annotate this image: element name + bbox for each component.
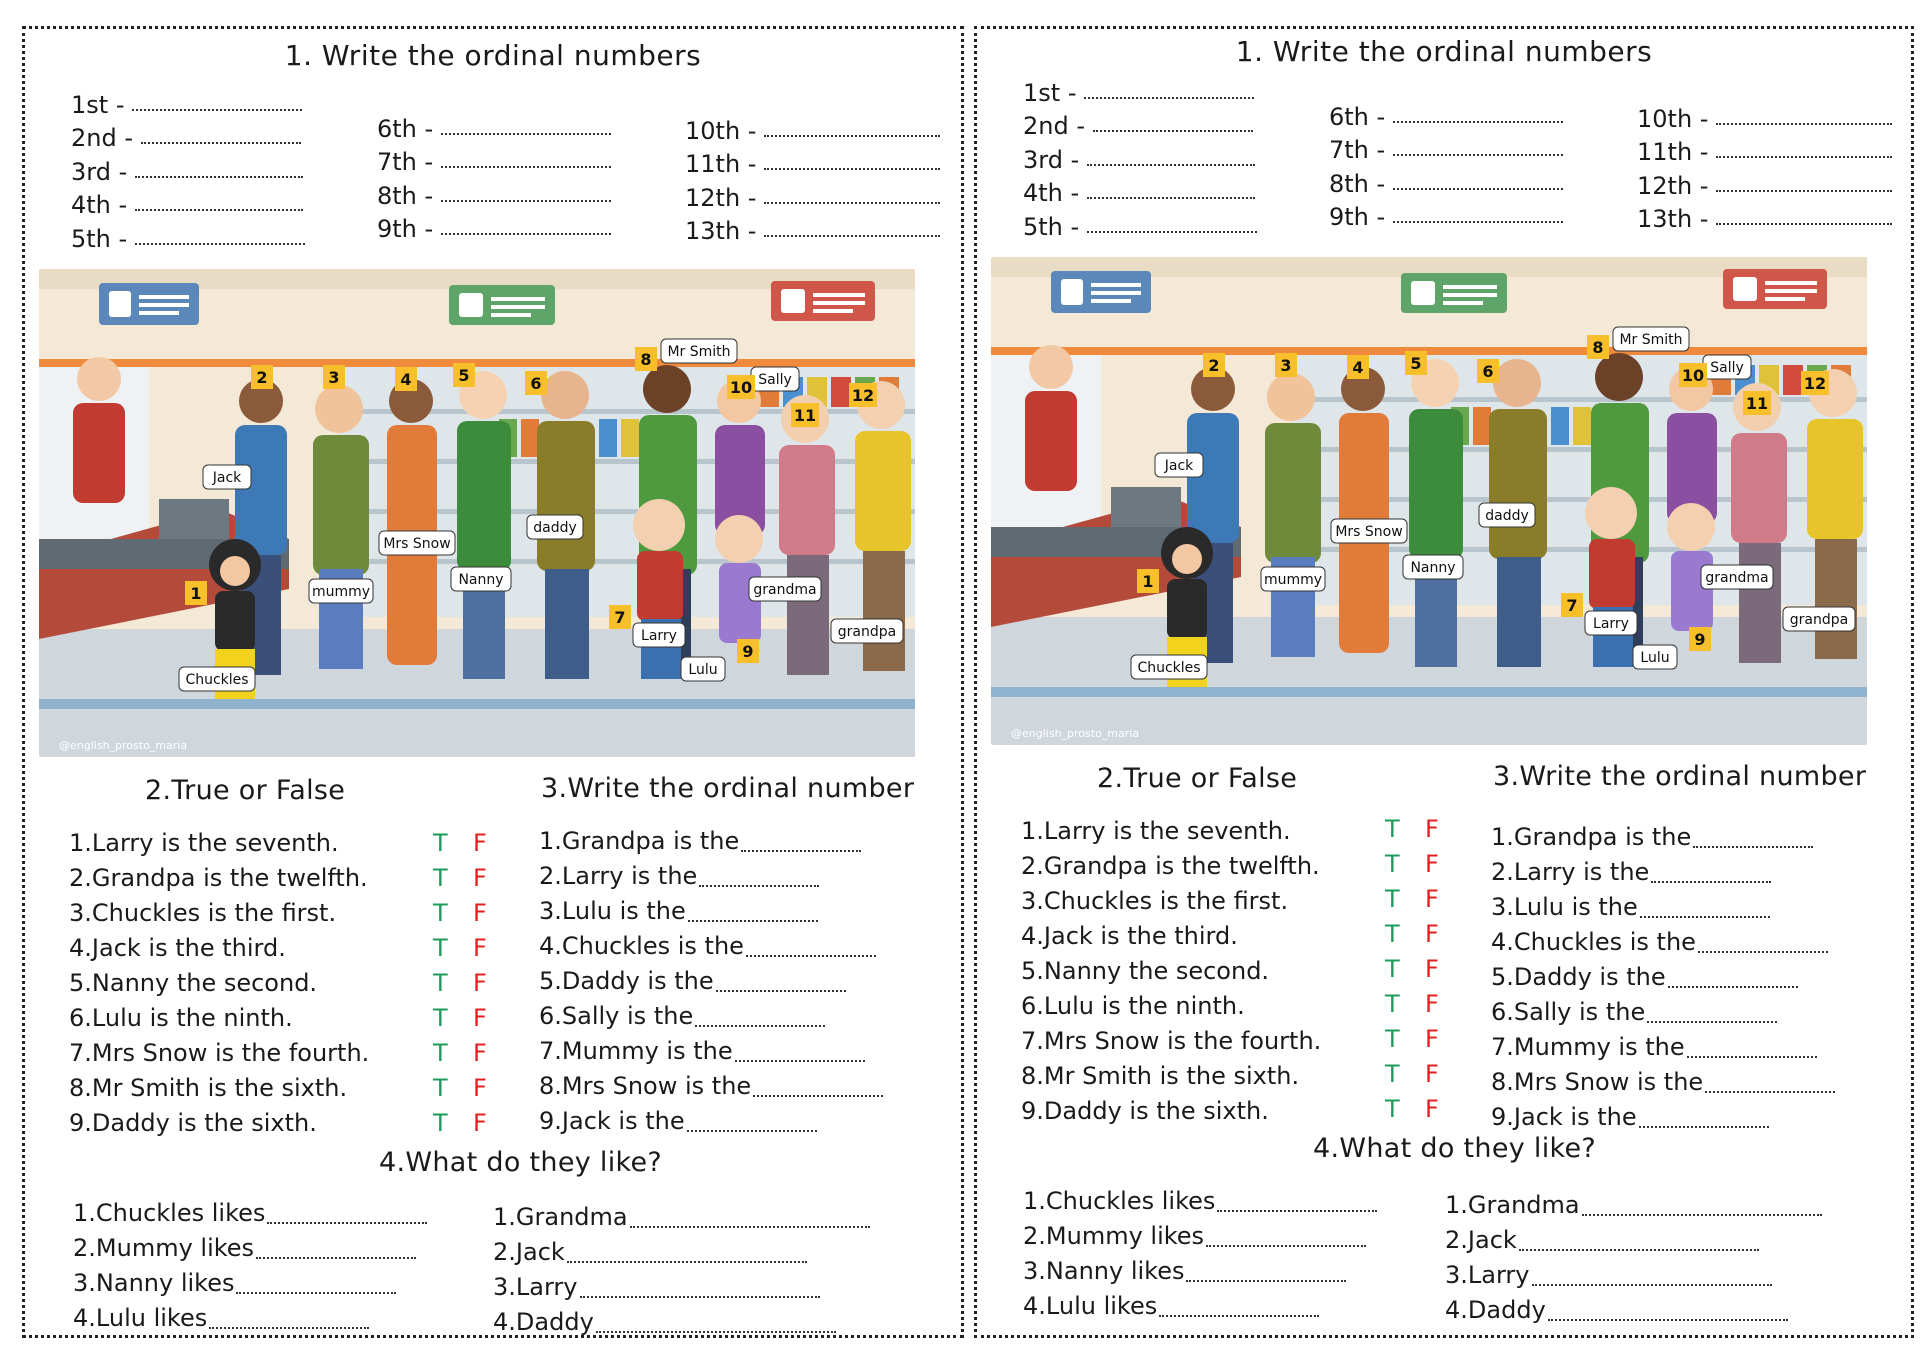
- name-tag: [1131, 655, 1207, 679]
- svg-text:grandma: grandma: [753, 582, 817, 598]
- true-option[interactable]: T: [1385, 849, 1400, 878]
- number-badge: [1137, 569, 1159, 593]
- ordinal-column-1: [1023, 73, 1257, 241]
- list-item[interactable]: 7. Mummy is the: [539, 1033, 883, 1068]
- true-false-title: 2.True or False: [145, 775, 346, 806]
- list-item[interactable]: 7. Mummy is the: [1491, 1029, 1835, 1064]
- ordinal-row[interactable]: 6th -: [377, 109, 611, 143]
- likes-list-left: [73, 1195, 427, 1335]
- list-item: 6. Lulu is the ninth.: [69, 1003, 293, 1032]
- name-tag: [309, 579, 373, 603]
- false-option[interactable]: F: [1425, 849, 1439, 878]
- list-item[interactable]: 6. Sally is the: [1491, 994, 1835, 1029]
- ordinal-column-2: [1329, 97, 1563, 231]
- false-option[interactable]: F: [473, 933, 487, 962]
- svg-text:6: 6: [530, 374, 542, 393]
- svg-text:3: 3: [1280, 356, 1292, 375]
- ordinal-column-3: [685, 111, 940, 245]
- svg-text:Mrs Snow: Mrs Snow: [1335, 524, 1403, 540]
- write-ordinal-title: 3.Write the ordinal number: [541, 773, 915, 804]
- name-tag: [1331, 519, 1407, 543]
- name-tag: [1261, 567, 1325, 591]
- list-item[interactable]: 3. Lulu is the: [1491, 889, 1835, 924]
- ordinal-title: 1. Write the ordinal numbers: [1235, 35, 1653, 68]
- list-item[interactable]: 1. Grandpa is the: [1491, 819, 1835, 854]
- number-badge: [737, 639, 759, 663]
- ordinal-row[interactable]: 8th -: [377, 176, 611, 210]
- true-option[interactable]: T: [1385, 989, 1400, 1018]
- svg-text:8: 8: [640, 350, 652, 369]
- svg-text:grandma: grandma: [1705, 570, 1769, 586]
- svg-text:mummy: mummy: [1263, 572, 1323, 588]
- svg-text:11: 11: [1745, 394, 1769, 413]
- false-option[interactable]: F: [473, 1003, 487, 1032]
- list-item[interactable]: 5. Daddy is the: [1491, 959, 1835, 994]
- list-item: 8. Mr Smith is the sixth.: [1021, 1061, 1300, 1090]
- svg-text:Sally: Sally: [1710, 360, 1744, 376]
- number-badge: [635, 347, 657, 371]
- true-option[interactable]: T: [1385, 954, 1400, 983]
- name-tag: [749, 577, 821, 601]
- true-option[interactable]: T: [1385, 884, 1400, 913]
- true-option[interactable]: T: [1385, 1059, 1400, 1088]
- number-badge: [1689, 627, 1711, 651]
- ordinal-row[interactable]: 2nd -: [1023, 107, 1257, 141]
- number-badge: [791, 403, 819, 427]
- list-item: 5. Nanny the second.: [69, 968, 318, 997]
- svg-text:Larry: Larry: [641, 628, 677, 644]
- list-item: 8. Mr Smith is the sixth.: [69, 1073, 348, 1102]
- false-option[interactable]: F: [1425, 1024, 1439, 1053]
- supermarket-illustration: [991, 257, 1867, 745]
- ordinal-row[interactable]: 10th -: [685, 111, 940, 145]
- list-item[interactable]: 2. Jack: [493, 1234, 870, 1269]
- worksheet-right: [974, 26, 1914, 1338]
- svg-text:7: 7: [614, 608, 626, 627]
- list-item: 1. Larry is the seventh.: [1021, 816, 1291, 845]
- false-option[interactable]: F: [473, 898, 487, 927]
- worksheet-left: [22, 26, 964, 1338]
- true-option[interactable]: T: [433, 1073, 448, 1102]
- list-item[interactable]: 3. Nanny likes: [1023, 1253, 1377, 1288]
- false-option[interactable]: F: [473, 1038, 487, 1067]
- number-badge: [1347, 355, 1369, 379]
- svg-text:daddy: daddy: [1485, 508, 1529, 524]
- true-false-list: [1021, 813, 1321, 1128]
- true-option[interactable]: T: [1385, 919, 1400, 948]
- ordinal-row[interactable]: 13th -: [1637, 200, 1892, 234]
- list-item[interactable]: 6. Sally is the: [539, 998, 883, 1033]
- false-option[interactable]: F: [1425, 814, 1439, 843]
- list-item: 2. Grandpa is the twelfth.: [1021, 851, 1320, 880]
- svg-text:2: 2: [256, 368, 268, 387]
- number-badge: [395, 367, 417, 391]
- true-option[interactable]: T: [433, 863, 448, 892]
- ordinal-row[interactable]: 7th -: [377, 143, 611, 177]
- likes-title: 4.What do they like?: [379, 1147, 663, 1178]
- ordinal-row[interactable]: 5th -: [71, 219, 305, 253]
- svg-text:grandpa: grandpa: [1789, 612, 1849, 628]
- list-item: 4. Jack is the third.: [69, 933, 286, 962]
- supermarket-scene: [39, 269, 915, 757]
- svg-text:1: 1: [190, 584, 202, 603]
- list-item: 4. Jack is the third.: [1021, 921, 1238, 950]
- true-false-list: [69, 825, 369, 1140]
- supermarket-scene: [991, 257, 1867, 745]
- list-item: 5. Nanny the second.: [1021, 956, 1270, 985]
- number-badge: [1561, 593, 1583, 617]
- true-false-title: 2.True or False: [1097, 763, 1298, 794]
- false-option[interactable]: F: [1425, 919, 1439, 948]
- number-badge: [453, 363, 475, 387]
- svg-text:4: 4: [400, 370, 412, 389]
- name-tag: [1783, 607, 1855, 631]
- svg-text:11: 11: [793, 406, 817, 425]
- true-option[interactable]: T: [433, 968, 448, 997]
- svg-text:10: 10: [729, 378, 753, 397]
- list-item[interactable]: 1. Chuckles likes: [1023, 1183, 1377, 1218]
- ordinal-row[interactable]: 10th -: [1637, 99, 1892, 133]
- list-item[interactable]: 2. Mummy likes: [1023, 1218, 1377, 1253]
- svg-text:12: 12: [851, 386, 875, 405]
- list-item: 6. Lulu is the ninth.: [1021, 991, 1245, 1020]
- ordinal-row[interactable]: 12th -: [1637, 166, 1892, 200]
- svg-text:Larry: Larry: [1593, 616, 1629, 632]
- svg-text:Nanny: Nanny: [1410, 560, 1456, 576]
- svg-text:Nanny: Nanny: [458, 572, 504, 588]
- name-tag: [1701, 565, 1773, 589]
- svg-text:5: 5: [1410, 354, 1422, 373]
- number-badge: [727, 375, 755, 399]
- name-tag: [633, 623, 685, 647]
- list-item: 7. Mrs Snow is the fourth.: [1021, 1026, 1322, 1055]
- ordinal-row[interactable]: 4th -: [1023, 174, 1257, 208]
- svg-text:2: 2: [1208, 356, 1220, 375]
- true-option[interactable]: T: [433, 898, 448, 927]
- svg-text:Lulu: Lulu: [1640, 650, 1670, 666]
- name-tag: [661, 339, 737, 363]
- svg-text:mummy: mummy: [311, 584, 371, 600]
- list-item[interactable]: 2. Larry is the: [539, 858, 883, 893]
- hanging-sign-green: [1401, 273, 1507, 313]
- ordinal-row[interactable]: 13th -: [685, 212, 940, 246]
- number-badge: [185, 581, 207, 605]
- number-badge: [1203, 353, 1225, 377]
- svg-text:3: 3: [328, 368, 340, 387]
- number-badge: [1679, 363, 1707, 387]
- hanging-sign-red: [1723, 269, 1827, 309]
- ordinal-row[interactable]: 5th -: [1023, 207, 1257, 241]
- list-item: 3. Chuckles is the first.: [69, 898, 337, 927]
- list-item: 2. Grandpa is the twelfth.: [69, 863, 368, 892]
- name-tag: [1155, 453, 1203, 477]
- likes-list-right: [493, 1199, 870, 1339]
- svg-text:6: 6: [1482, 362, 1494, 381]
- false-option[interactable]: F: [473, 1108, 487, 1137]
- true-option[interactable]: T: [1385, 814, 1400, 843]
- ordinal-title: 1. Write the ordinal numbers: [284, 39, 702, 72]
- likes-list-left: [1023, 1183, 1377, 1323]
- number-badge: [1743, 391, 1771, 415]
- false-option[interactable]: F: [1425, 1094, 1439, 1123]
- list-item[interactable]: 3. Nanny likes: [73, 1265, 427, 1300]
- name-tag: [179, 667, 255, 691]
- list-item[interactable]: 3. Larry: [1445, 1257, 1822, 1292]
- supermarket-illustration: [39, 269, 915, 757]
- svg-text:5: 5: [458, 366, 470, 385]
- list-item[interactable]: 2. Jack: [1445, 1222, 1822, 1257]
- list-item[interactable]: 4. Lulu likes: [1023, 1288, 1377, 1323]
- ordinal-column-3: [1637, 99, 1892, 233]
- name-tag: [1703, 355, 1751, 379]
- list-item[interactable]: 1. Chuckles likes: [73, 1195, 427, 1230]
- ordinal-row[interactable]: 3rd -: [71, 152, 305, 186]
- false-option[interactable]: F: [1425, 989, 1439, 1018]
- name-tag: [831, 619, 903, 643]
- ordinal-column-1: [71, 85, 305, 253]
- svg-text:Mr Smith: Mr Smith: [1619, 332, 1683, 348]
- list-item[interactable]: 4. Daddy: [1445, 1292, 1822, 1327]
- false-option[interactable]: F: [1425, 884, 1439, 913]
- svg-text:Jack: Jack: [212, 470, 242, 486]
- number-badge: [1477, 359, 1499, 383]
- true-option[interactable]: T: [433, 933, 448, 962]
- ordinal-row[interactable]: 3rd -: [1023, 140, 1257, 174]
- ordinal-row[interactable]: 9th -: [1329, 198, 1563, 232]
- svg-text:Mr Smith: Mr Smith: [667, 344, 731, 360]
- name-tag: [1633, 645, 1677, 669]
- name-tag: [751, 367, 799, 391]
- ordinal-row[interactable]: 11th -: [1637, 133, 1892, 167]
- ordinal-row[interactable]: 1st -: [1023, 73, 1257, 107]
- name-tag: [203, 465, 251, 489]
- number-badge: [1275, 353, 1297, 377]
- ordinal-row[interactable]: 2nd -: [71, 119, 305, 153]
- ordinal-column-2: [377, 109, 611, 243]
- ordinal-row[interactable]: 11th -: [685, 145, 940, 179]
- list-item[interactable]: 4. Chuckles is the: [539, 928, 883, 963]
- hanging-sign-red: [771, 281, 875, 321]
- true-option[interactable]: T: [433, 1003, 448, 1032]
- likes-list-right: [1445, 1187, 1822, 1327]
- list-item: 3. Chuckles is the first.: [1021, 886, 1289, 915]
- ordinal-row[interactable]: 7th -: [1329, 131, 1563, 165]
- svg-text:4: 4: [1352, 358, 1364, 377]
- ordinal-row[interactable]: 9th -: [377, 210, 611, 244]
- svg-text:12: 12: [1803, 374, 1827, 393]
- svg-text:8: 8: [1592, 338, 1604, 357]
- list-item[interactable]: 3. Lulu is the: [539, 893, 883, 928]
- svg-text:10: 10: [1681, 366, 1705, 385]
- number-badge: [525, 371, 547, 395]
- true-option[interactable]: T: [433, 828, 448, 857]
- true-option[interactable]: T: [1385, 1094, 1400, 1123]
- name-tag: [527, 515, 583, 539]
- list-item[interactable]: 4. Chuckles is the: [1491, 924, 1835, 959]
- ordinal-row[interactable]: 12th -: [685, 178, 940, 212]
- list-item[interactable]: 1. Grandma: [1445, 1187, 1822, 1222]
- name-tag: [1585, 611, 1637, 635]
- ordinal-row[interactable]: 1st -: [71, 85, 305, 119]
- name-tag: [1479, 503, 1535, 527]
- watermark: @english_prosto_maria: [1011, 727, 1140, 740]
- list-item: 1. Larry is the seventh.: [69, 828, 339, 857]
- list-item[interactable]: 1. Grandpa is the: [539, 823, 883, 858]
- ordinal-row[interactable]: 8th -: [1329, 164, 1563, 198]
- true-option[interactable]: T: [1385, 1024, 1400, 1053]
- false-option[interactable]: F: [473, 863, 487, 892]
- list-item: 9. Daddy is the sixth.: [69, 1108, 317, 1137]
- svg-text:9: 9: [742, 642, 754, 661]
- hanging-sign-blue: [99, 283, 199, 325]
- list-item[interactable]: 8. Mrs Snow is the: [1491, 1064, 1835, 1099]
- list-item[interactable]: 1. Grandma: [493, 1199, 870, 1234]
- name-tag: [379, 531, 455, 555]
- write-ordinal-title: 3.Write the ordinal number: [1493, 761, 1867, 792]
- true-option[interactable]: T: [433, 1038, 448, 1067]
- list-item[interactable]: 2. Mummy likes: [73, 1230, 427, 1265]
- list-item[interactable]: 9. Jack is the: [539, 1103, 883, 1138]
- svg-text:grandpa: grandpa: [837, 624, 897, 640]
- write-ordinal-list: [539, 823, 883, 1138]
- list-item: 7. Mrs Snow is the fourth.: [69, 1038, 370, 1067]
- watermark: @english_prosto_maria: [59, 739, 188, 752]
- svg-text:Chuckles: Chuckles: [185, 672, 249, 688]
- svg-text:Jack: Jack: [1164, 458, 1194, 474]
- svg-text:Lulu: Lulu: [688, 662, 718, 678]
- number-badge: [1405, 351, 1427, 375]
- number-badge: [1587, 335, 1609, 359]
- number-badge: [1801, 371, 1829, 395]
- list-item[interactable]: 5. Daddy is the: [539, 963, 883, 998]
- true-false-options: [433, 825, 487, 1140]
- number-badge: [849, 383, 877, 407]
- name-tag: [1613, 327, 1689, 351]
- name-tag: [1403, 555, 1463, 579]
- hanging-sign-blue: [1051, 271, 1151, 313]
- number-badge: [323, 365, 345, 389]
- list-item[interactable]: 4. Daddy: [493, 1304, 870, 1339]
- false-option[interactable]: F: [473, 828, 487, 857]
- list-item[interactable]: 2. Larry is the: [1491, 854, 1835, 889]
- likes-title: 4.What do they like?: [1313, 1133, 1597, 1164]
- false-option[interactable]: F: [1425, 954, 1439, 983]
- ordinal-row[interactable]: 6th -: [1329, 97, 1563, 131]
- name-tag: [451, 567, 511, 591]
- svg-text:1: 1: [1142, 572, 1154, 591]
- svg-text:Chuckles: Chuckles: [1137, 660, 1201, 676]
- list-item: 9. Daddy is the sixth.: [1021, 1096, 1269, 1125]
- true-false-options: [1385, 811, 1439, 1126]
- svg-text:daddy: daddy: [533, 520, 577, 536]
- list-item[interactable]: 4. Lulu likes: [73, 1300, 427, 1335]
- list-item[interactable]: 3. Larry: [493, 1269, 870, 1304]
- number-badge: [609, 605, 631, 629]
- svg-text:Sally: Sally: [758, 372, 792, 388]
- list-item[interactable]: 9. Jack is the: [1491, 1099, 1835, 1134]
- svg-text:Mrs Snow: Mrs Snow: [383, 536, 451, 552]
- true-option[interactable]: T: [433, 1108, 448, 1137]
- false-option[interactable]: F: [1425, 1059, 1439, 1088]
- false-option[interactable]: F: [473, 968, 487, 997]
- false-option[interactable]: F: [473, 1073, 487, 1102]
- write-ordinal-list: [1491, 819, 1835, 1134]
- name-tag: [681, 657, 725, 681]
- svg-text:7: 7: [1566, 596, 1578, 615]
- ordinal-row[interactable]: 4th -: [71, 186, 305, 220]
- hanging-sign-green: [449, 285, 555, 325]
- svg-text:9: 9: [1694, 630, 1706, 649]
- number-badge: [251, 365, 273, 389]
- list-item[interactable]: 8. Mrs Snow is the: [539, 1068, 883, 1103]
